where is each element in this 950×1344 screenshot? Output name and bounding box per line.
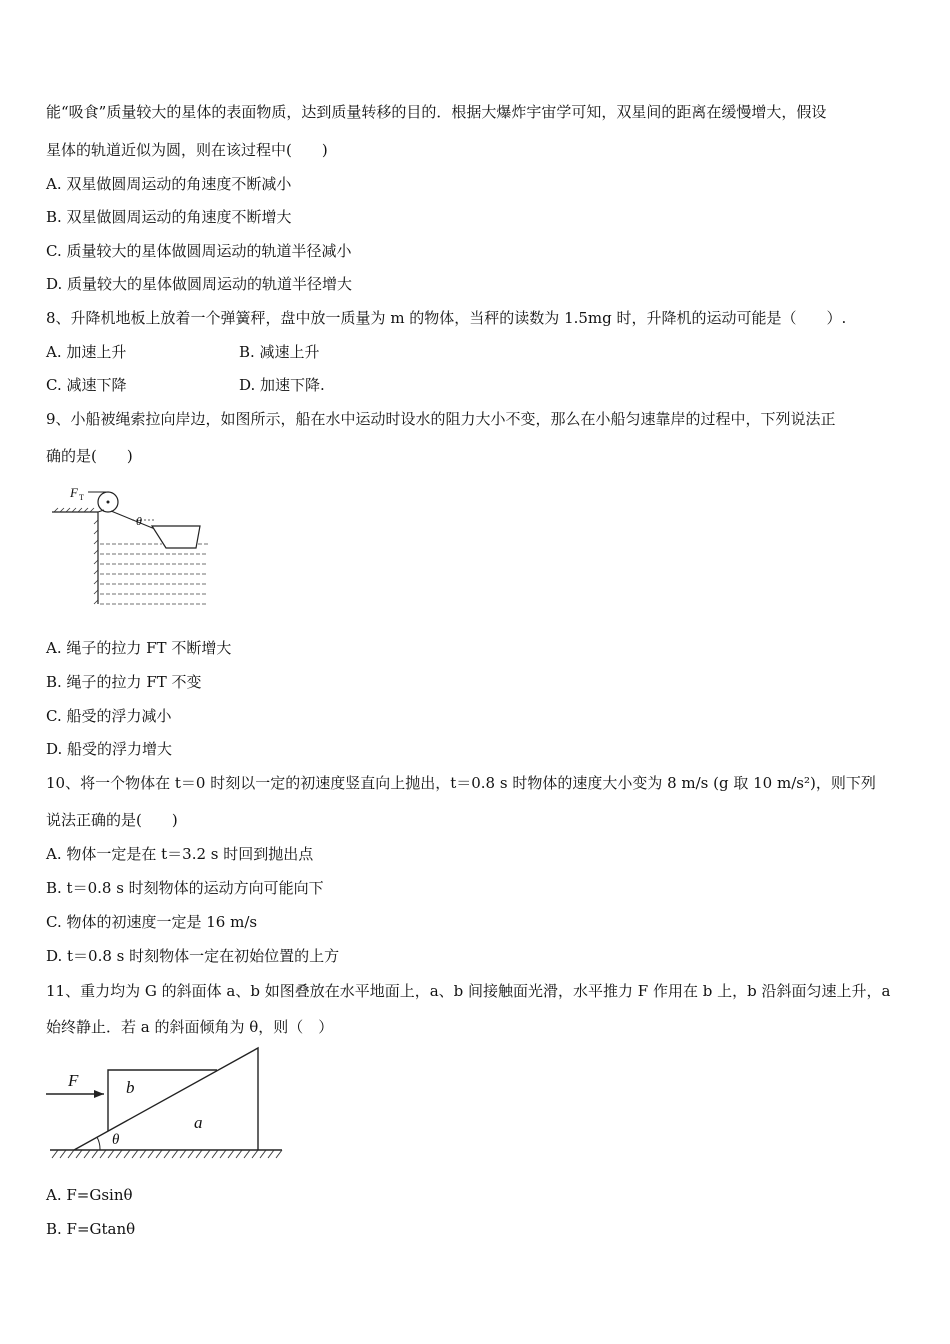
q11-incline-figure <box>44 1044 286 1166</box>
q11-block-a-label: a <box>194 1113 203 1132</box>
q9-option-d: D. 船受的浮力增大 <box>46 740 173 758</box>
q8-option-a: A. 加速上升 <box>46 343 127 361</box>
wedge-a-shape <box>74 1048 258 1150</box>
q9-stem-line2: 确的是( ) <box>46 447 133 465</box>
q9-stem-line1: 9、小船被绳索拉向岸边，如图所示，船在水中运动时设水的阻力大小不变，那么在小船匀速靠岸的过程中，下列说法正 <box>46 410 836 428</box>
q11-stem-line2: 始终静止．若 a 的斜面倾角为 θ，则（ ） <box>46 1018 334 1036</box>
q9-force-subscript: T <box>79 493 84 502</box>
q11-force-label: F <box>68 1071 79 1090</box>
q9-option-b: B. 绳子的拉力 FT 不变 <box>46 673 202 691</box>
boat-shape <box>152 526 200 548</box>
q7-stem-line1: 能“吸食”质量较大的星体的表面物质，达到质量转移的目的．根据大爆炸宇宙学可知，双星间的距离在缓慢增大，假设 <box>46 103 827 121</box>
q11-block-b-label: b <box>126 1078 135 1097</box>
q11-stem-line1: 11、重力均为 G 的斜面体 a、b 如图叠放在水平地面上，a、b 间接触面光滑，水平推力 F 作用在 b 上，b 沿斜面匀速上升，a <box>46 982 891 1000</box>
q11-option-a: A. F=Gsinθ <box>46 1186 133 1204</box>
q8-option-c: C. 减速下降 <box>46 376 127 394</box>
q7-option-b: B. 双星做圆周运动的角速度不断增大 <box>46 208 292 226</box>
q10-stem-line2: 说法正确的是( ) <box>46 811 178 829</box>
q11-angle-label: θ <box>112 1132 120 1148</box>
q10-option-b: B. t＝0.8 s 时刻物体的运动方向可能向下 <box>46 879 324 897</box>
q10-option-a: A. 物体一定是在 t＝3.2 s 时回到抛出点 <box>46 845 314 863</box>
arrow-right-icon <box>94 1090 104 1098</box>
q9-force-label: F <box>70 485 78 500</box>
q8-option-d: D. 加速下降. <box>239 376 325 394</box>
q7-stem-line2: 星体的轨道近似为圆，则在该过程中( ) <box>46 141 328 159</box>
q10-stem-line1: 10、将一个物体在 t＝0 时刻以一定的初速度竖直向上抛出，t＝0.8 s 时物体的速度大小变为 8 m/s (g 取 10 m/s²)，则下列 <box>46 774 876 792</box>
q9-option-a: A. 绳子的拉力 FT 不断增大 <box>46 639 232 657</box>
q8-option-b: B. 减速上升 <box>239 343 320 361</box>
q10-option-c: C. 物体的初速度一定是 16 m/s <box>46 913 258 931</box>
q9-option-c: C. 船受的浮力减小 <box>46 707 172 725</box>
q8-stem: 8、升降机地板上放着一个弹簧秤，盘中放一质量为 m 的物体，当秤的读数为 1.5mg 时，升降机的运动可能是（ ）. <box>46 309 847 327</box>
q9-angle-label: θ <box>136 514 142 528</box>
q7-option-d: D. 质量较大的星体做圆周运动的轨道半径增大 <box>46 275 353 293</box>
q7-option-a: A. 双星做圆周运动的角速度不断减小 <box>46 175 292 193</box>
q11-option-b: B. F=Gtanθ <box>46 1220 136 1238</box>
q10-option-d: D. t＝0.8 s 时刻物体一定在初始位置的上方 <box>46 947 340 965</box>
q9-boat-figure <box>48 482 218 610</box>
q7-option-c: C. 质量较大的星体做圆周运动的轨道半径减小 <box>46 242 352 260</box>
